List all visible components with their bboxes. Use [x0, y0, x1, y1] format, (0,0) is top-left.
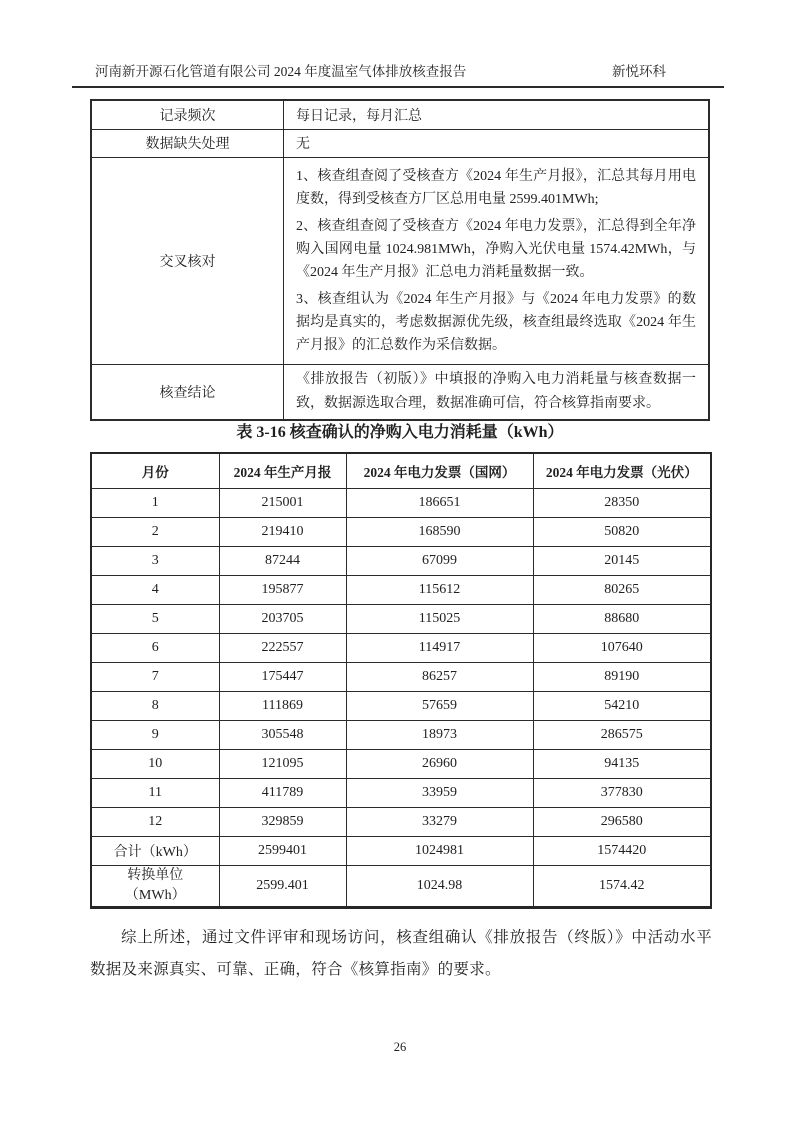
column-header-month: 月份 — [91, 453, 219, 489]
value-cell: 377830 — [533, 779, 711, 808]
table-row — [91, 576, 711, 605]
row-label: 交叉核对 — [91, 157, 284, 364]
value-cell: 107640 — [533, 634, 711, 663]
value-cell: 87244 — [219, 547, 346, 576]
header-rule — [72, 86, 724, 88]
converted-value: 1024.98 — [346, 866, 533, 908]
data-table-summary — [91, 837, 711, 908]
value-cell: 305548 — [219, 721, 346, 750]
table-row — [91, 547, 711, 576]
value-cell: 411789 — [219, 779, 346, 808]
month-cell: 10 — [91, 750, 219, 779]
value-cell: 114917 — [346, 634, 533, 663]
total-value: 2599401 — [219, 837, 346, 866]
converted-value: 1574.42 — [533, 866, 711, 908]
row-content: 无 — [284, 129, 710, 157]
month-cell: 7 — [91, 663, 219, 692]
value-cell: 80265 — [533, 576, 711, 605]
value-cell: 286575 — [533, 721, 711, 750]
value-cell: 57659 — [346, 692, 533, 721]
month-cell: 6 — [91, 634, 219, 663]
month-cell: 1 — [91, 489, 219, 518]
header-company: 新悦环科 — [612, 64, 666, 79]
header-title: 河南新开源石化管道有限公司 2024 年度温室气体排放核查报告 — [95, 64, 467, 79]
value-cell: 222557 — [219, 634, 346, 663]
row-content: 每日记录，每月汇总 — [284, 100, 710, 129]
month-cell: 5 — [91, 605, 219, 634]
total-value: 1024981 — [346, 837, 533, 866]
converted-label-line1: 转换单位 — [127, 868, 184, 883]
value-cell: 329859 — [219, 808, 346, 837]
table-header — [91, 453, 711, 489]
cross-check-table — [90, 99, 710, 421]
table-row — [91, 808, 711, 837]
value-cell: 54210 — [533, 692, 711, 721]
table-row — [91, 489, 711, 518]
value-cell: 28350 — [533, 489, 711, 518]
total-label: 合计（kWh） — [91, 837, 219, 866]
table-row — [91, 129, 709, 157]
converted-label-line2: （MWh） — [124, 888, 186, 903]
value-cell: 203705 — [219, 605, 346, 634]
value-cell: 50820 — [533, 518, 711, 547]
value-cell: 89190 — [533, 663, 711, 692]
converted-row — [91, 866, 711, 908]
converted-label — [91, 866, 219, 908]
cross-check-paragraph: 3、核查组认为《2024 年生产月报》与《2024 年电力发票》的数据均是真实的，考虑数据源优先级，核查组最终选取《2024 年生产月报》的汇总数作为采信数据。 — [296, 291, 696, 353]
month-cell: 3 — [91, 547, 219, 576]
value-cell: 219410 — [219, 518, 346, 547]
row-content — [284, 157, 710, 364]
table-row — [91, 779, 711, 808]
table-row — [91, 750, 711, 779]
table-row — [91, 663, 711, 692]
value-cell: 33959 — [346, 779, 533, 808]
row-label: 数据缺失处理 — [91, 129, 284, 157]
value-cell: 88680 — [533, 605, 711, 634]
converted-value: 2599.401 — [219, 866, 346, 908]
value-cell: 67099 — [346, 547, 533, 576]
month-cell: 12 — [91, 808, 219, 837]
value-cell: 18973 — [346, 721, 533, 750]
value-cell: 121095 — [219, 750, 346, 779]
table-row — [91, 721, 711, 750]
row-label: 记录频次 — [91, 100, 284, 129]
value-cell: 26960 — [346, 750, 533, 779]
table-caption: 表 3-16 核查确认的净购入电力消耗量（kWh） — [236, 424, 564, 441]
total-row — [91, 837, 711, 866]
table-row — [91, 605, 711, 634]
value-cell: 20145 — [533, 547, 711, 576]
table-row — [91, 100, 709, 129]
column-header-monthly-report: 2024 年生产月报 — [219, 453, 346, 489]
value-cell: 115612 — [346, 576, 533, 605]
month-cell: 4 — [91, 576, 219, 605]
total-value: 1574420 — [533, 837, 711, 866]
value-cell: 33279 — [346, 808, 533, 837]
table-row — [91, 157, 709, 364]
cross-check-paragraph: 1、核查组查阅了受核查方《2024 年生产月报》，汇总其每月用电度数，得到受核查方厂区总用电量 2599.401MWh; — [296, 168, 696, 207]
value-cell: 175447 — [219, 663, 346, 692]
table-row — [91, 692, 711, 721]
column-header-grid-invoice: 2024 年电力发票（国网） — [346, 453, 533, 489]
value-cell: 168590 — [346, 518, 533, 547]
month-cell: 8 — [91, 692, 219, 721]
cross-check-paragraph: 2、核查组查阅了受核查方《2024 年电力发票》，汇总得到全年净购入国网电量 1024.981MWh，净购入光伏电量 1574.42MWh，与《2024 年生产月报》汇总电力消耗量数据一致。 — [296, 218, 696, 280]
value-cell: 195877 — [219, 576, 346, 605]
table-row — [91, 364, 709, 420]
table-row — [91, 634, 711, 663]
value-cell: 186651 — [346, 489, 533, 518]
table-row — [91, 518, 711, 547]
electricity-table — [90, 452, 712, 909]
month-cell: 2 — [91, 518, 219, 547]
value-cell: 94135 — [533, 750, 711, 779]
header-row — [91, 453, 711, 489]
month-cell: 9 — [91, 721, 219, 750]
data-table-body — [91, 489, 711, 837]
value-cell: 296580 — [533, 808, 711, 837]
column-header-pv-invoice: 2024 年电力发票（光伏） — [533, 453, 711, 489]
value-cell: 115025 — [346, 605, 533, 634]
value-cell: 86257 — [346, 663, 533, 692]
row-label: 核查结论 — [91, 364, 284, 420]
row-content: 《排放报告（初版）》中填报的净购入电力消耗量与核查数据一致，数据源选取合理，数据准确可信，符合核算指南要求。 — [284, 364, 710, 420]
closing-paragraph: 综上所述，通过文件评审和现场访问，核查组确认《排放报告（终版）》中活动水平数据及来源真实、可靠、正确，符合《核算指南》的要求。 — [90, 929, 712, 978]
page-number: 26 — [393, 1040, 407, 1054]
value-cell: 111869 — [219, 692, 346, 721]
month-cell: 11 — [91, 779, 219, 808]
value-cell: 215001 — [219, 489, 346, 518]
